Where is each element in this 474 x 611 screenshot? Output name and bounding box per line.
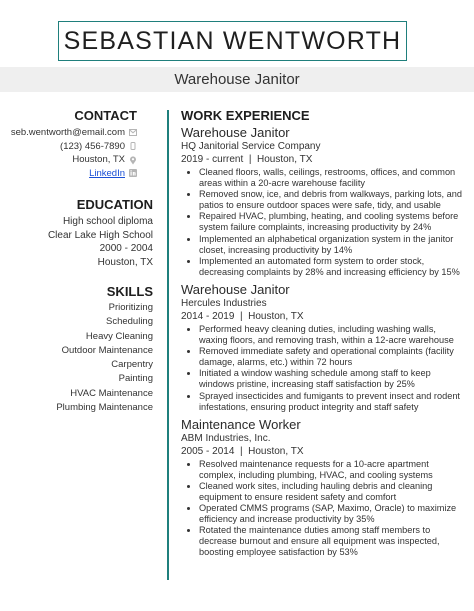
job-entry [181,125,464,278]
job-bullet: • Rotated the maintenance duties among staff members to decrease burnout and ensure all equipment was inspected, boosting employee satisfaction by 53% [199,525,464,558]
job-bullet: • Implemented an alphabetical organization system in the janitor closet, increasing productivity by 14% [199,234,464,256]
skill-item: Heavy Cleaning [85,330,153,342]
job-company: Hercules Industries [181,297,267,309]
job-company: ABM Industries, Inc. [181,432,271,444]
job-bullet: • Cleaned work sites, including hauling debris and cleaning equipment to ensure resident safety and comfort [199,481,464,503]
job-bullet: • Initiated a window washing schedule among staff to keep windows pristine, increasing staff satisfaction by 25% [199,368,464,390]
job-meta: 2014 - 2019 | Houston, TX [181,310,304,322]
candidate-name: SEBASTIAN WENTWORTH [63,26,402,55]
email-icon [129,129,137,137]
job-headline: Warehouse Janitor [174,71,300,88]
skills-heading: SKILLS [106,284,153,299]
education-years: 2000 - 2004 [99,243,153,254]
job-location: Houston, TX [248,310,304,322]
right-column [181,108,464,559]
location-text: Houston, TX [72,154,125,165]
education-heading: EDUCATION [76,197,153,212]
contact-linkedin[interactable] [0,167,137,181]
subtitle-band [0,67,474,92]
contact-location [0,153,137,167]
job-location: Houston, TX [248,445,304,457]
job-location: Houston, TX [256,154,313,165]
job-bullets [181,459,464,559]
education-school: Clear Lake High School [47,229,153,241]
job-bullet: • Cleaned floors, walls, ceilings, restrooms, offices, and common areas within a 20-acre warehouse facility [199,167,464,189]
contact-phone [0,140,137,154]
column-divider [167,110,169,580]
skill-item: Outdoor Maintenance [61,344,153,356]
linkedin-link[interactable]: LinkedIn [89,167,125,179]
job-title: Warehouse Janitor [181,125,290,140]
left-column [0,108,153,415]
skill-item: Prioritizing [108,302,153,313]
phone-icon [129,142,137,150]
job-meta: 2005 - 2014 | Houston, TX [181,445,304,457]
job-bullets [181,167,464,278]
name-box [58,21,407,61]
job-dates: 2014 - 2019 [181,310,235,322]
linkedin-icon [129,169,137,177]
education-degree: High school diploma [62,216,153,227]
contact-heading: CONTACT [74,108,137,123]
job-bullet: • Resolved maintenance requests for a 10-acre apartment complex, including plumbing, HVAC, and cooling systems [199,459,464,481]
job-title: Warehouse Janitor [181,281,290,297]
skill-item: Painting [118,373,153,385]
job-bullet: • Performed heavy cleaning duties, including washing walls, waxing floors, and removing trash, within a 12-acre warehouse [199,324,464,346]
job-dates: 2005 - 2014 [181,445,235,457]
skill-item: Carpentry [111,359,153,371]
job-bullet: • Sprayed insecticides and fumigants to prevent insect and rodent infestations, ensuring product integrity and staff safety [199,391,464,413]
email-text: seb.wentworth@email.com [10,127,125,138]
job-bullet: • Implemented an automated form system to order stock, decreasing complaints by 28% and increasing efficiency by 15% [199,256,464,278]
job-bullets [181,324,464,413]
contact-email [0,126,137,140]
phone-text: (123) 456-7890 [60,140,125,152]
job-entry [181,282,464,413]
job-entry [181,417,464,559]
skill-item: Plumbing Maintenance [56,402,153,414]
job-dates: 2019 - current [181,154,244,165]
job-bullet: • Removed immediate safety and operational complaints (facility damage, alarms, etc.) within 72 hours [199,346,464,368]
job-bullet: • Repaired HVAC, plumbing, heating, and cooling systems before system failure complaints, increasing productivity by 24% [199,211,464,233]
experience-heading: WORK EXPERIENCE [181,108,310,123]
location-pin-icon [129,156,137,164]
job-bullet: • Operated CMMS programs (SAP, Maximo, Oracle) to maximize efficiency and increase productivity by 35% [199,503,464,525]
skill-item: HVAC Maintenance [70,387,153,399]
job-title: Maintenance Worker [181,416,301,432]
skill-item: Scheduling [105,316,153,328]
job-bullet: • Removed snow, ice, and debris from walkways, parking lots, and patios to ensure outdoor spaces were safe, tidy, and usable [199,189,464,211]
education-location: Houston, TX [97,256,153,268]
job-meta: 2019 - current | Houston, TX [181,154,313,165]
job-company: HQ Janitorial Service Company [181,141,321,152]
